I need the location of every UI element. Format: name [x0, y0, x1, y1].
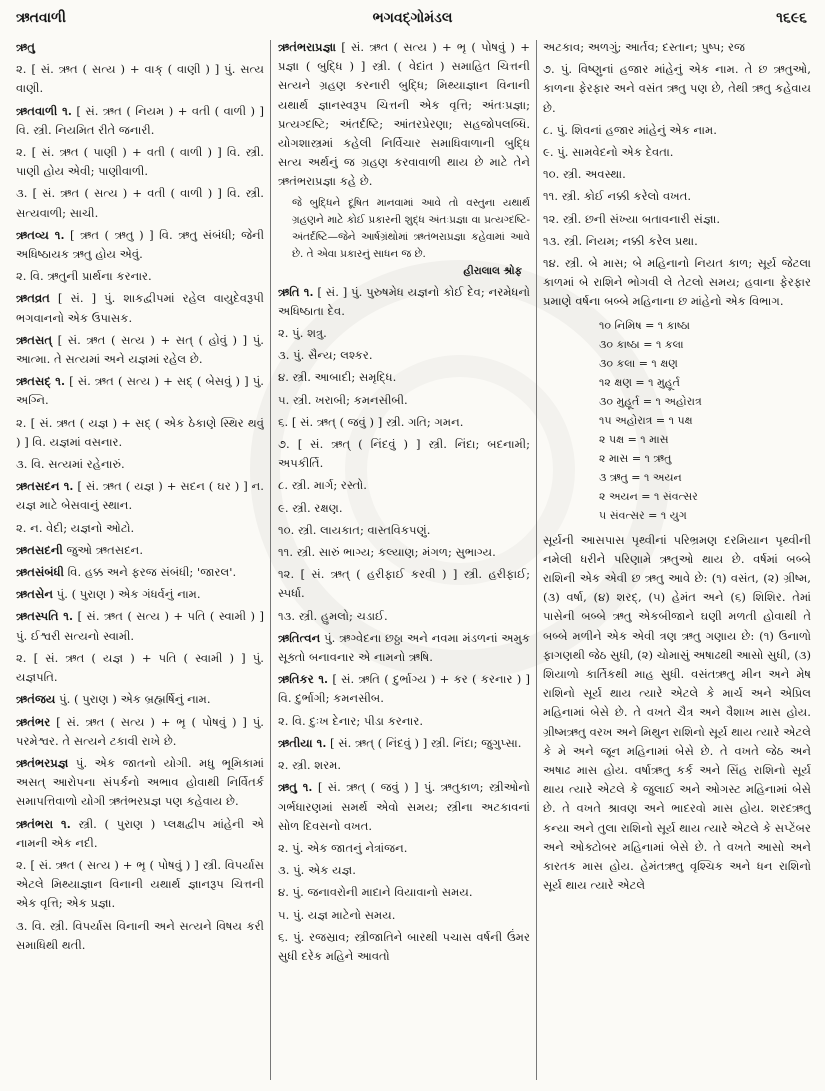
headword: ઋતસેન [16, 587, 53, 602]
dictionary-entry [278, 521, 530, 540]
column-2 [278, 38, 530, 1083]
definition: ૨. વિ. ઋતુની પ્રાર્થના કરનાર. [16, 269, 152, 284]
definition: પું. ઋગ્વેદના છઠ્ઠા અને નવમા મંડળનાં અમુક સૂક્તો બનાવનાર એ નામનો ઋષિ. [278, 630, 530, 665]
definition: ૧૦. સ્ત્રી. લાયકાત; વાસ્તવિકપણું. [278, 522, 431, 537]
dictionary-entry [16, 331, 264, 369]
definition: ૫. સ્ત્રી. ખરાબી; કમનસીબી. [278, 392, 408, 407]
dictionary-entry [278, 324, 530, 343]
definition: ૨. સ્ત્રી. શરમ. [278, 758, 342, 773]
definition: ૨. ન. વેદી; યજ્ઞનો ઓટો. [16, 520, 135, 535]
dictionary-entry [16, 143, 264, 181]
dictionary-entry [543, 210, 811, 229]
definition: ૩. વિ. સ્ત્રી. વિપર્યાસ વિનાની અને સત્યને વિષય કરી સમાધિથી થતી. [16, 918, 264, 952]
definition: ૭. પું. વિષ્ણુનાં હજાર માંહેનું એક નામ. તે છ ઋતુઓ, કાળના ફેરફાર અને વસંત ઋતુ પણ છે, તેથી ઋતુ કહેવાય છે. [543, 62, 811, 115]
headword: ઋતંભરા ૧. [16, 816, 71, 831]
definition: ૧૦. સ્ત્રી. અવસ્થા. [543, 167, 626, 182]
definition: [ સં. ઋતિ ( દુર્ભાગ્ય ) + કર ( કરનાર ) ] વિ. દુર્ભાગી; કમનસીબ. [278, 672, 530, 706]
dictionary-entry [16, 541, 264, 560]
definition: ૧૨. [ સં. ઋત્ ( હરીફાઈ કરવી ) ] સ્ત્રી. હરીફાઈ; સ્પર્ધા. [278, 567, 530, 601]
definition: ૯. સ્ત્રી. રક્ષણ. [278, 500, 343, 515]
headword: ઋતુ ૧. [278, 780, 313, 795]
time-units-row: ૩૦ કાષ્ઠા = ૧ કલા [599, 337, 684, 351]
time-units-row: ૨ પક્ષ = ૧ માસ [599, 432, 669, 446]
dictionary-entry [278, 499, 530, 518]
dictionary-entry [278, 778, 530, 836]
definition: [ ઋત ( ઋતુ ) ] વિ. ઋતુ સંબંધી; જેની અધિષ્ઠાયક ઋતુ હોય એવું. [16, 227, 264, 262]
dictionary-entry [16, 184, 264, 222]
definition: ૪. સ્ત્રી. આબાદી; સમૃદ્ધિ. [278, 370, 397, 385]
headword: ઋતસંબંધી [16, 565, 64, 580]
column-divider [270, 40, 271, 1080]
dictionary-entry [16, 226, 264, 264]
headword: ઋતંજય [16, 692, 56, 707]
column-3 [543, 38, 811, 1083]
definition: ૪. પું. જનાવરોની માદાને વિયાવાનો સમય. [278, 885, 473, 900]
dictionary-entry [543, 254, 811, 312]
dictionary-entry [278, 883, 530, 902]
dictionary-entry [16, 649, 264, 687]
dictionary-entry [278, 906, 530, 925]
headword: ઋતવાળી ૧. [16, 103, 72, 118]
definition: પું. ( પુરાણ ) એક ગંધર્વનું નામ. [56, 587, 201, 602]
dictionary-entry [16, 690, 264, 709]
dictionary-entry [278, 756, 530, 775]
definition: ૨. [ સં. ઋત ( સત્ય ) + વાક્ ( વાણી ) ] પું. સત્ય વાણી. [16, 62, 264, 96]
dictionary-entry [16, 455, 264, 474]
dictionary-entry [16, 102, 264, 140]
headword: ઋતસદની [16, 542, 63, 557]
book-title: ભગવદ્ગોમંડલ [372, 10, 453, 26]
dictionary-entry [16, 477, 264, 515]
headword: ઋતસદન ૧. [16, 479, 74, 494]
dictionary-entry [278, 712, 530, 731]
dictionary-entry [16, 414, 264, 452]
definition: [ સં. ] પું. શાકદ્વીપમાં રહેલ વાયુદેવરૂપી ભગવાનનો એક ઉપાસક. [16, 291, 264, 325]
definition: ૬. [ સં. ઋત્ ( જવું ) ] સ્ત્રી. ગતિ; ગમન. [278, 414, 464, 429]
headword: ઋતસ્પતિ ૧. [16, 609, 74, 624]
running-head-word: ઋતવાળી [16, 10, 66, 26]
definition: ૨. પું. શત્રુ. [278, 326, 327, 341]
definition: ૬. પું. રજસ્રાવ; સ્ત્રીજાતિને બારથી પચાસ વર્ષની ઉંમર સુધી દરેક મહિને આવતો [278, 929, 530, 963]
dictionary-entry [278, 413, 530, 432]
time-units-row: ૨ અયન = ૧ સંવત્સર [599, 489, 698, 503]
dictionary-entry [16, 38, 264, 57]
headword: ઋતસદ્ ૧. [16, 374, 65, 389]
dictionary-entry [543, 531, 811, 896]
dictionary-entry [278, 368, 530, 387]
time-units-row: ૨ માસ = ૧ ઋતુ [599, 451, 672, 465]
quotation-text: જે બુદ્ધિને દૂષિત માનવામાં આવે તો વસ્તુના યથાર્થ ગ્રહણને માટે કોઈ પ્રકારની શુદ્ધ અંતઃપ્રજ્ઞા વા પ્રત્યગ્દષ્ટિ-અંતર્દષ્ટિ—જેને આર્ષગ્રંથોમાં ઋતંભરાપ્રજ્ઞા કહેવામાં આવે છે. તે એવા પ્રકારનું સાધન જ છે. [292, 196, 530, 260]
headword: ઋતિકર ૧. [278, 672, 329, 687]
dictionary-entry [278, 839, 530, 858]
dictionary-entry [16, 519, 264, 538]
definition: ૩. પું. એક યજ્ઞ. [278, 863, 356, 878]
headword: ઋતસત્ [16, 332, 53, 347]
definition: ૮. સ્ત્રી. માર્ગ; રસ્તો. [278, 478, 367, 493]
time-units-row: ૧૫ અહોરાત્ર = ૧ પક્ષ [599, 413, 693, 427]
dictionary-entry [543, 165, 811, 184]
definition: [ સં. ઋત ( સત્ય ) + સદ્ ( બેસવું ) ] પું. અગ્નિ. [16, 374, 264, 408]
dictionary-entry [278, 607, 530, 626]
time-units-row: ૩૦ કલા = ૧ ક્ષણ [599, 356, 678, 370]
definition: ૨. વિ. દુઃખ દેનાર; પીડા કરનાર. [278, 713, 424, 728]
definition: ૧૩. સ્ત્રી. હુમલો; ચડાઈ. [278, 608, 388, 623]
time-units-row: ૫ સંવત્સર = ૧ યુગ [599, 508, 687, 522]
column-1 [16, 38, 264, 1083]
dictionary-entry [543, 60, 811, 118]
dictionary-entry [16, 563, 264, 582]
dictionary-entry [16, 289, 264, 327]
page-header [0, 0, 825, 32]
dictionary-entry [278, 391, 530, 410]
definition: ૨. [ સં. ઋત ( સત્ય ) + ભૃ ( પોષવું ) ] સ્ત્રી. વિપર્યાસ એટલે મિથ્યાજ્ઞાન વિનાની યથાર્થ જ્ઞાનરૂપ ચિત્તની એક વૃત્તિ; એક પ્રજ્ઞા. [16, 857, 264, 911]
page-number: ૧૬૯૬ [776, 10, 807, 26]
dictionary-entry [543, 143, 811, 162]
definition: ૩. વિ. સત્યમાં રહેનારું. [16, 457, 125, 472]
definition: અટકાવ; અળગું; આર્તવ; દસ્તાન; પુષ્પ; રજ [543, 40, 745, 54]
quotation-note [278, 195, 530, 280]
definition: ૧૨. સ્ત્રી. છની સંખ્યા બતાવનારી સંજ્ઞા. [543, 211, 721, 226]
quotation-author: હીરાલાલ શ્રોફ [463, 264, 522, 277]
dictionary-entry [16, 917, 264, 955]
time-units-row: ૧૦ નિમિષ = ૧ કાષ્ઠા [599, 318, 690, 332]
headword: ઋતવ્રત [16, 291, 50, 306]
dictionary-entry [16, 607, 264, 645]
dictionary-entry [278, 629, 530, 667]
headword: ઋતંભર [16, 714, 51, 729]
headword: ઋતવ્ય ૧. [16, 227, 65, 242]
dictionary-entry [278, 734, 530, 753]
time-units-table [599, 316, 811, 525]
dictionary-entry [543, 121, 811, 140]
time-units-row: ૩૦ મુહૂર્ત = ૧ અહોરાત્ર [599, 394, 702, 408]
definition: [ સં. ઋત ( યજ્ઞ ) + સદન ( ઘર ) ] ન. યજ્ઞ માટે બેસવાનું સ્થાન. [16, 479, 264, 513]
definition: ૫. પું. યજ્ઞ માટેનો સમય. [278, 907, 396, 922]
definition: ૧૪. સ્ત્રી. બે માસ; બે મહિનાનો નિયત કાળ; સૂર્ય જેટલા કાળમાં બે રાશિને ભોગવી લે તેટલો સમય; હવાના ફેરફાર પ્રમાણે વર્ષના બબ્બે મહિનાના છ માંહેનો એક વિભાગ. [543, 256, 811, 309]
definition: [ સં. ] પું. પુરુષમેધ યજ્ઞનો કોઈ દેવ; નરમેધનો અધિષ્ઠાતા દેવ. [278, 284, 530, 318]
definition: જુઓ ઋતસદન. [66, 542, 144, 557]
definition: [ સં. ઋત્ ( નિંદવું ) ] સ્ત્રી. નિંદા; જુગુપ્સા. [330, 735, 522, 750]
dictionary-entry [278, 283, 530, 321]
dictionary-entry [16, 372, 264, 410]
definition: ૩. [ સં. ઋત ( સત્ય ) + વતી ( વાળી ) ] વિ. સ્ત્રી. સત્યવાળી; સાચી. [16, 186, 264, 220]
column-divider [536, 40, 537, 1080]
dictionary-entry [278, 346, 530, 365]
dictionary-entry [16, 585, 264, 604]
definition: ૩. પું. સૈન્ય; લશ્કર. [278, 348, 373, 363]
time-units-row: ૧૨ ક્ષણ = ૧ મુહૂર્ત [599, 375, 680, 389]
dictionary-entry [543, 38, 811, 57]
definition: [ સં. ઋત ( સત્ય ) + પતિ ( સ્વામી ) ] પું. ઈશ્વરી સત્યનો સ્વામી. [16, 609, 264, 643]
dictionary-entry [16, 267, 264, 286]
definition: ૧૧. સ્ત્રી. કોઈ નક્કી કરેલો વખત. [543, 189, 692, 204]
dictionary-entry [278, 861, 530, 880]
definition: વિ. હક્ક અને ફરજ સંબંધી; 'જારલ'. [67, 565, 237, 580]
dictionary-entry [278, 565, 530, 603]
definition: ૯. પું. સામવેદનો એક દેવતા. [543, 145, 674, 160]
dictionary-entry [16, 713, 264, 751]
dictionary-entry [16, 60, 264, 98]
headword: ઋતંભરપ્રજ્ઞ [16, 755, 69, 770]
dictionary-entry [278, 38, 530, 192]
time-units-row: ૩ ઋતુ = ૧ અયન [599, 470, 682, 484]
definition: ૧૧. સ્ત્રી. સારું ભાગ્ય; કલ્યાણ; મંગળ; સુભાગ્ય. [278, 545, 496, 560]
definition: [ સં. ઋત ( નિયમ ) + વતી ( વાળી ) ] વિ. સ્ત્રી. નિયમિત રીતે જનારી. [16, 103, 264, 137]
definition: [ સં. ઋત ( સત્ય ) + ભૃ ( પોષવું ) + પ્રજ્ઞા ( બુદ્ધિ ) ] સ્ત્રી. ( વેદાંત ) સમાહિત ચિત્તની સત્યને ગ્રહણ કરનારી બુદ્ધિ; મિથ્યાજ્ઞાન વિનાની યથાર્થ જ્ઞાનસ્વરૂપ ચિત્તની એક વૃત્તિ; અંતઃપ્રજ્ઞા; પ્રત્યગ્દષ્ટિ; અંતર્દષ્ટિ; આંતરપ્રેરણા; સહજોપલબ્ધિ. યોગશાસ્ત્રમાં કહેલી નિર્વિચાર સમાધિવાળાની બુદ્ધિ સત્ય અર્થનું જ ગ્રહણ કરવાવાળી થાય છે માટે તેને ઋતંભરાપ્રજ્ઞા કહે છે. [278, 40, 530, 189]
headword: ઋતંભરાપ્રજ્ઞા [278, 40, 337, 54]
definition: ૨. [ સં. ઋત ( પાણી ) + વતી ( વાળી ) ] વિ. સ્ત્રી. પાણી હોય એવી; પાણીવાળી. [16, 145, 264, 179]
definition: ૭. [ સં. ઋત્ ( નિંદવું ) ] સ્ત્રી. નિંદા; બદનામી; અપકીર્તિ. [278, 437, 530, 471]
definition: સૂર્યની આસપાસ પૃથ્વીનાં પરિભ્રમણ દરમિયાન પૃથ્વીની નમેલી ધરીને પરિણામે ઋતુઓ થાય છે. વર્ષમાં બબ્બે રાશિની એક એવી છ ઋતુ આવે છે: (૧) વસંત, (૨) ગ્રીષ્મ, (૩) વર્ષા, (૪) શરદ્, (૫) હેમંત અને (૬) શિશિર. તેમાં પાસેની બબ્બે ઋતુ એકબીજાને ઘણી મળતી હોવાથી તે બબ્બે મળીને એક એવી ત્રણ ઋતુ ગણાય છે: (૧) ઉનાળો ફાગણથી જેઠ સુધી, (૨) ચોમાસું અષાઢથી આસો સુધી, (૩) શિયાળો કાર્તિકથી માહ સુધી. વસંતઋતુ મીન અને મેષ રાશિનો સૂર્ય થાય ત્યારે એટલે કે માર્ચ અને એપ્રિલ મહિનામાં બેસે છે. તે વખતે ચૈત્ર અને વૈશાખ માસ હોય. ગ્રીષ્મઋતુ વરખ અને મિથુન રાશિનો સૂર્ય થાય ત્યારે એટલે કે મે અને જૂન મહિનામાં બેસે છે. તે વખતે જેઠ અને અષાઢ માસ હોય. વર્ષાઋતુ કર્ક અને સિંહ રાશિનો સૂર્ય થાય ત્યારે એટલે કે જુલાઈ અને ઓગસ્ટ મહિનામાં બેસે છે. તે વખતે શ્રાવણ અને ભાદરવો માસ હોય. શરદઋતુ કન્યા અને તુલા રાશિનો સૂર્ય થાય ત્યારે એટલે કે સપ્ટેંબર અને ઓક્ટોબર મહિનામાં બેસે છે. તે વખતે આસો અને કારતક માસ હોય. હેમંતઋતુ વૃશ્ચિક અને ધન રાશિનો સૂર્ય થાય ત્યારે એટલે [543, 532, 811, 893]
dictionary-entry [543, 232, 811, 251]
dictionary-entry [16, 754, 264, 812]
dictionary-entry [278, 928, 530, 966]
dictionary-entry [278, 435, 530, 473]
dictionary-entry [16, 856, 264, 914]
definition: [ સં. ઋત ( સત્ય ) + ભૃ ( પોષવું ) ] પું. પરમેશ્વર. તે સત્યને ટકાવી રાખે છે. [16, 714, 264, 748]
definition: ૨. પું. એક જાતનું નેત્રાંજન. [278, 840, 408, 855]
headword: ઋતુ [16, 40, 35, 54]
definition: પું. ( પુરાણ ) એક બ્રહ્મર્ષિનું નામ. [59, 692, 211, 707]
definition: પું. એક જાતનો યોગી. મધુ ભૂમિકામાં અસત્ આરોપના સંપર્કનો અભાવ હોવાથી નિર્વિતર્ક સમાપત્તિવાળો યોગી ઋતંભરપ્રજ્ઞ પણ કહેવાય છે. [16, 755, 264, 809]
definition: [ સં. ઋત્ ( જવું ) ] પું. ઋતુકાળ; સ્ત્રીઓનો ગર્ભધારણમાં સમર્થ એવો સમય; સ્ત્રીના અટકાવનાં સોળ દિવસનો વખત. [278, 780, 530, 833]
definition: ૮. પું. શિવનાં હજાર માંહેનું એક નામ. [543, 122, 717, 137]
definition: ૨. [ સં. ઋત ( યજ્ઞ ) + સદ્ ( એક ઠેકાણે સ્થિર થવું ) ] વિ. યજ્ઞમાં વસનાર. [16, 415, 264, 449]
dictionary-entry [16, 815, 264, 853]
dictionary-entry [278, 670, 530, 708]
headword: ઋતિ ૧. [278, 284, 314, 299]
definition: ૨. [ સં. ઋત ( યજ્ઞ ) + પતિ ( સ્વામી ) ] પું. યજ્ઞપતિ. [16, 650, 264, 685]
headword: ઋતિત્વન [278, 630, 321, 645]
dictionary-entry [543, 187, 811, 206]
definition: [ સં. ઋત ( સત્ય ) + સત્ ( હોવું ) ] પું. આત્મા. તે સત્યમાં અને યજ્ઞમાં રહેલ છે. [16, 332, 264, 367]
headword: ઋતીયા ૧. [278, 735, 327, 750]
definition: સ્ત્રી. ( પુરાણ ) પ્લક્ષદ્વીપ માંહેની એ નામની એક નદી. [16, 816, 264, 850]
dictionary-entry [278, 543, 530, 562]
definition: ૧૩. સ્ત્રી. નિયમ; નક્કી કરેલ પ્રથા. [543, 233, 698, 248]
dictionary-entry [278, 476, 530, 495]
